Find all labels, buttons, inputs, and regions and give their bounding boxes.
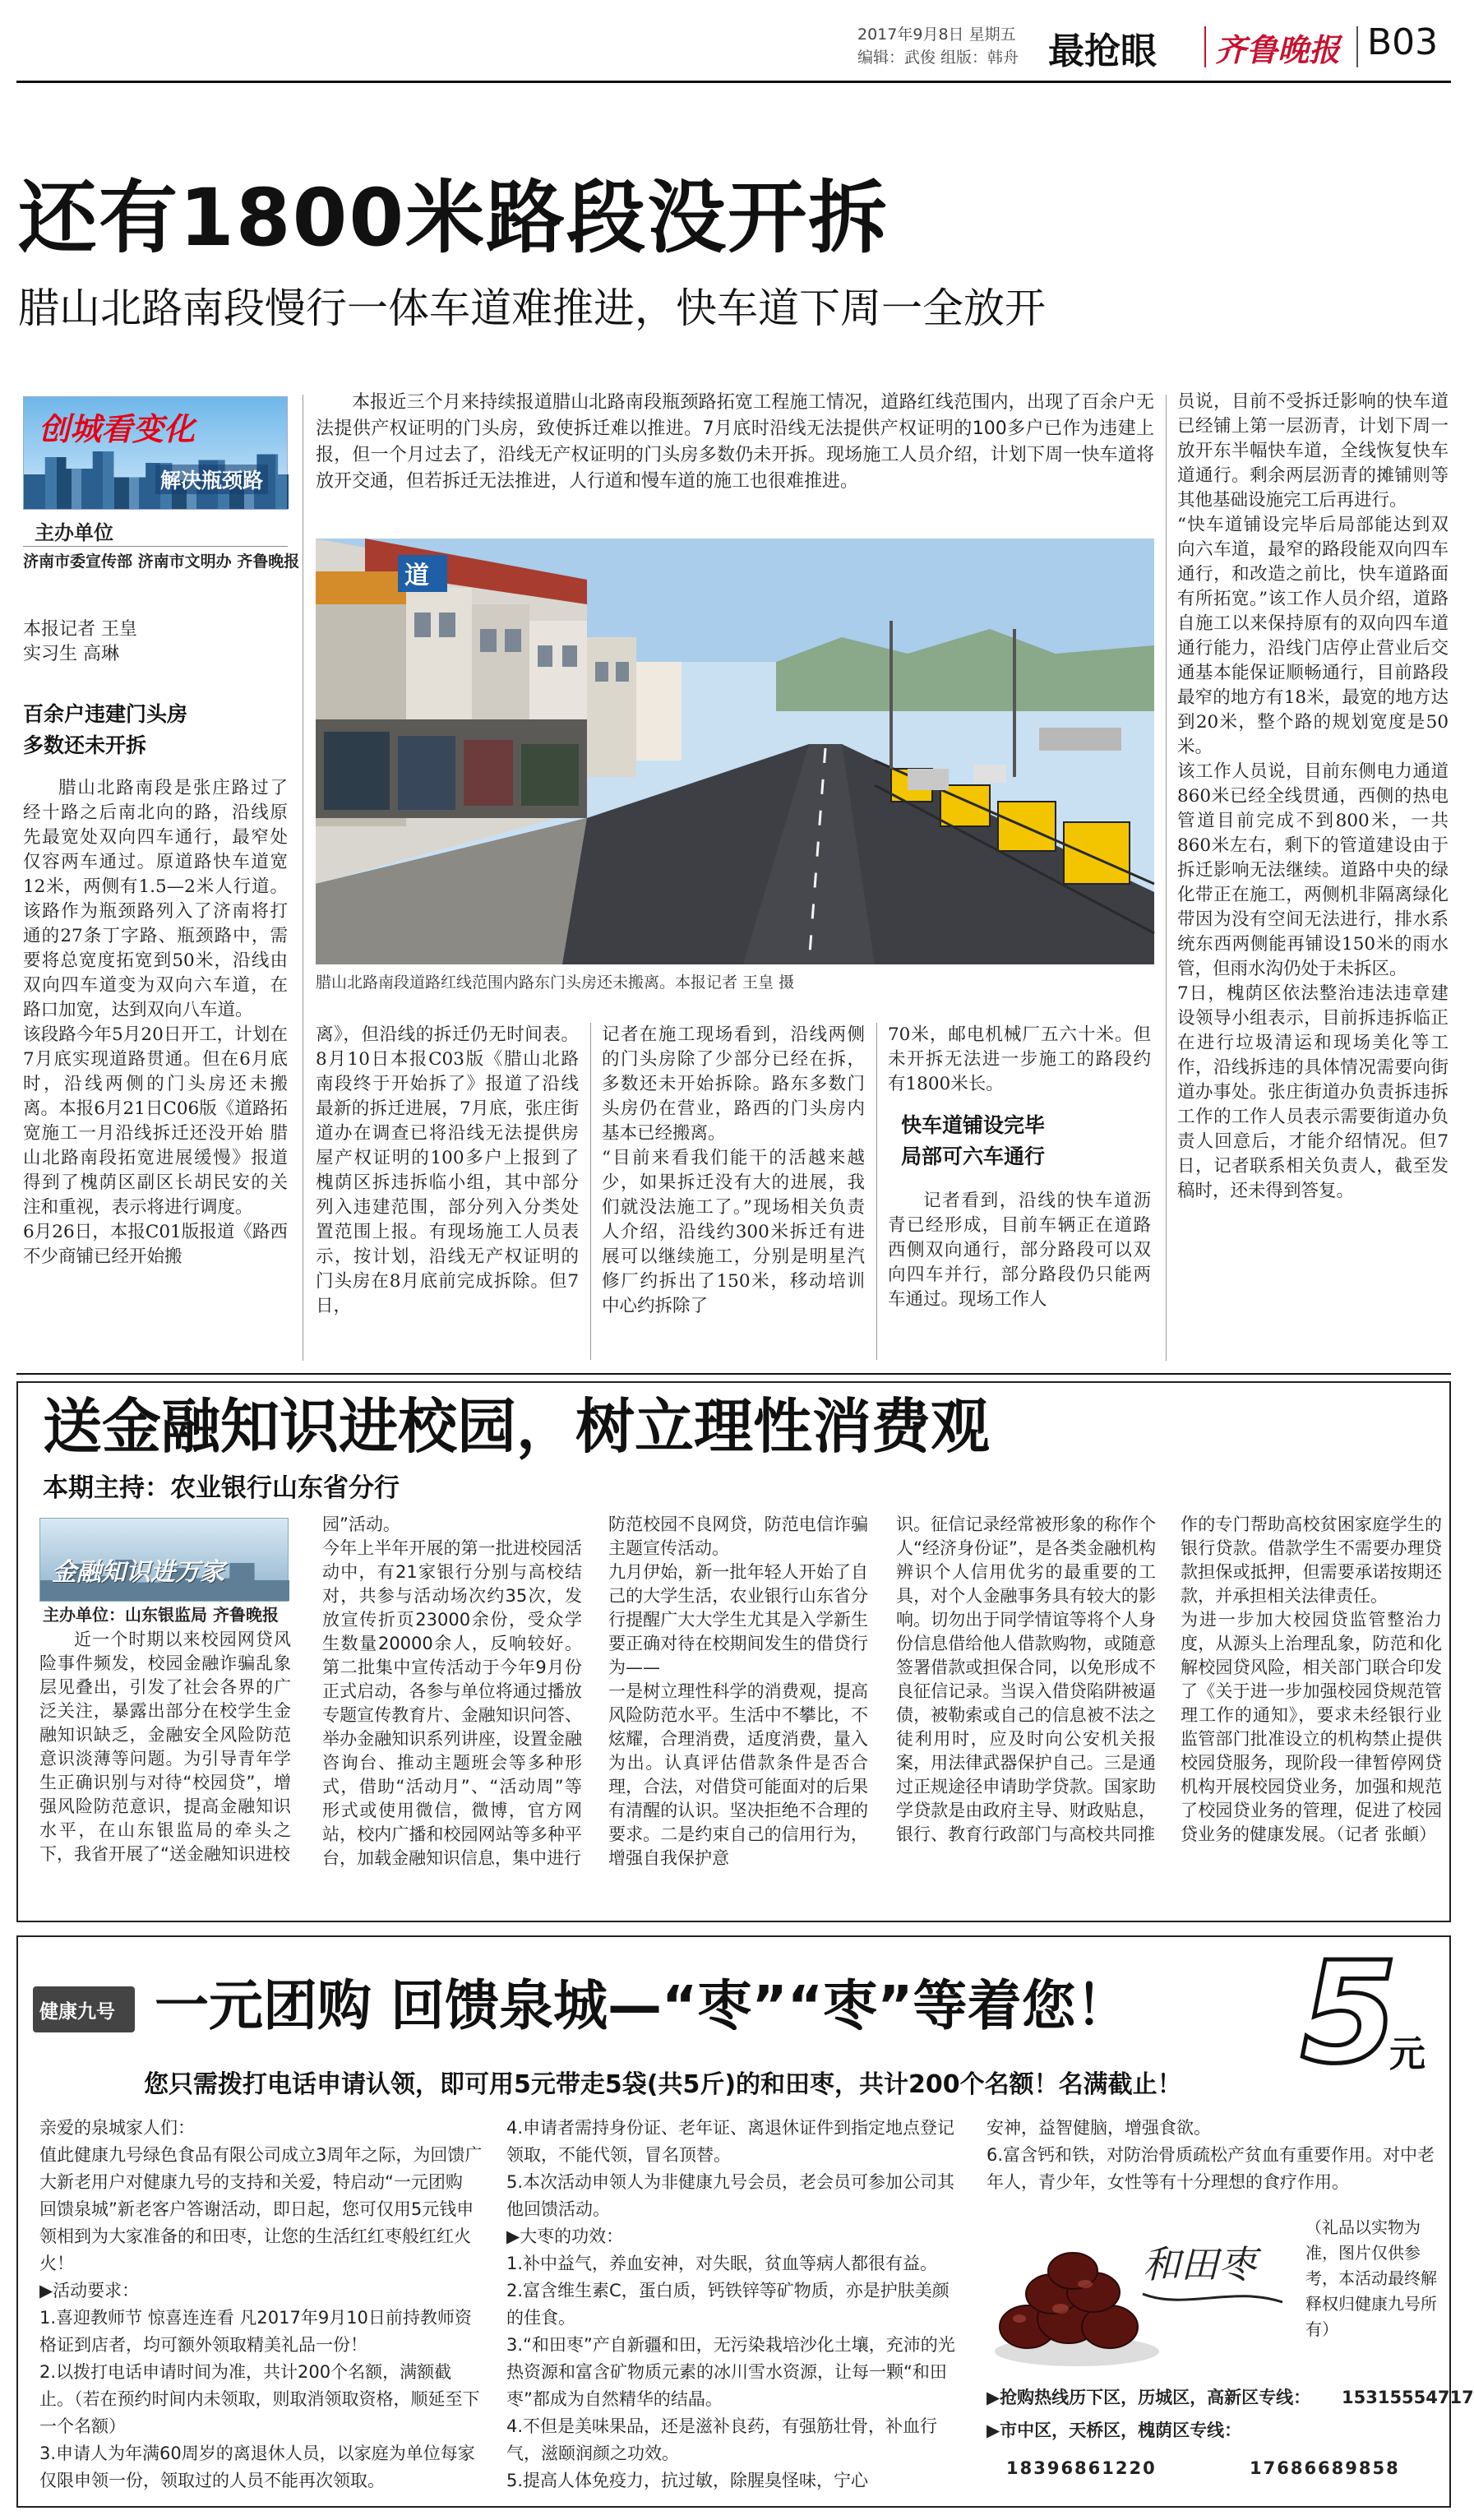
column-divider: [876, 1023, 877, 1360]
lead-paragraph: 本报近三个月来持续报道腊山北路南段瓶颈路拓宽工程施工情况，道路红线范围内，出现了百余户无法提供产权证明的门头房，致使拆迁难以推进。7月底时沿线无法提供产权证明的100多户已作为违建上报，但一个月过去了，沿线无产权证明的门头房多数仍未开拆。现场施工人员介绍，计划下周一快车道将放开交通，但若拆迁无法推进，人行道和慢车道的施工也很难推进。: [316, 392, 1154, 492]
price-unit: 元: [1389, 2033, 1425, 2075]
street-photo: [316, 539, 1154, 964]
column-logo-title: 创城看变化: [39, 411, 196, 447]
column-divider: [1166, 395, 1167, 1361]
masthead-divider-2: [1356, 26, 1358, 67]
ad-brand-badge: [33, 1986, 135, 2032]
side-subhead-2: 多数还未开拆: [23, 733, 147, 757]
price-badge: [1297, 1932, 1439, 2095]
street-scene: [316, 539, 1154, 964]
finance-col-1: 近一个时期以来校园网贷风险事件频发，校园金融诈骗乱象层见叠出，引发了社会各界的广泛关注，暴露出部分在校学生金融知识缺乏，金融安全风险防范意识淡薄等问题。为引导青年学生正确识别与对待“校园贷”，增强风险防范意识，提高金融知识水平，在山东银监局的牵头之下，我省开展了“送金融知识进校: [39, 1630, 291, 1864]
masthead-divider: [1204, 26, 1206, 67]
ad-headline: 一元团购 回馈泉城—“枣”“枣”等着您！: [155, 1974, 1130, 2037]
hotline-label-2: ▶市中区，天桥区，槐荫区专线：: [987, 2421, 1242, 2440]
finance-headline: 送金融知识进校园，树立理性消费观: [43, 1392, 991, 1461]
page-number: B03: [1367, 21, 1439, 63]
side-subhead-1: 百余户违建门头房: [23, 702, 188, 726]
product-note: （礼品以实物为准，图片仅供参考，本活动最终解释权归健康九号所有）: [1305, 2217, 1437, 2339]
ad-col-3: 安神，益智健脑，增强食欲。 6.富含钙和铁，对防治骨质疏松产贫血有重要作用。对中老年人，青少年，女性等有十分理想的食疗作用。: [987, 2118, 1435, 2192]
byline-reporter: 本报记者 王皇: [23, 619, 137, 640]
mid-column-1: 离》，但沿线的拆迁仍无时间表。8月10日本报C03版《腊山北路南段终于开始拆了》报道了沿线最新的拆迁进展，7月底，张庄街道办在调查已将沿线无法提供房屋产权证明的100多户上报到了槐荫区拆违拆临小组，其中部分列入违建范围，部分列入分类处置范围上报。有现场施工人员表示，按计划，沿线无产权证明的门头房在8月底前完成拆除。但7日，: [316, 1024, 579, 1316]
mid-subhead-2: 局部可六车通行: [901, 1144, 1046, 1168]
section-name: 最抢眼: [1048, 30, 1157, 72]
finance-logo: [39, 1518, 289, 1602]
sponsor-list: 济南市委宣传部 济南市文明办 齐鲁晚报: [23, 553, 300, 571]
photo-sign-text: 道: [404, 562, 429, 590]
finance-col-3: 防范校园不良网贷，防范电信诈骗主题宣传活动。 九月伊始，新一批年轻人开始了自己的大学生活，农业银行山东省分行提醒广大大学生尤其是入学新生要正确对待在校期间发生的借贷行为—— 一是树立理性科学的消费观，提高风险防范水平。生活中不攀比，不炫耀，合理消费，适度消费，量入为出。认真评估借款条件是否合理，合法，对借贷可能面对的后果有清醒的认识。坚决拒绝不合理的要求。二是约束自己的信用行为，增强自我保护意: [608, 1514, 868, 1868]
jujube-illustration: [987, 2212, 1299, 2376]
ad-col-2: 4.申请者需持身份证、老年证、离退休证件到指定地点登记领取，不能代领，冒名顶替。 5.本次活动申领人为非健康九号会员，老会员可参加公司其他回馈活动。 ▶大枣的功效： 1.补中益气，养血安神，对失眠，贫血等病人都很有益。 2.富含维生素C，蛋白质，钙铁锌等矿物质，亦是护肤美颜的佳食。 3.“和田枣”产自新疆和田，无污染栽培沙化土壤，充沛的光热资源和富含矿物质元素的冰川雪水资源，让每一颗“和田枣”都成为自然精华的结晶。 4.不但是美味果品，还是滋补良药，有强筋壮骨，补血行气，滋颐润颜之功效。 5.提高人体免疫力，抗过敏，除腥臭怪味，宁心: [506, 2118, 955, 2490]
editor-credits: 编辑：武俊 组版：韩舟: [857, 49, 1019, 67]
section-rule: [16, 1373, 1451, 1375]
paper-logo: 齐鲁晚报: [1215, 31, 1341, 68]
product-image: [987, 2212, 1299, 2376]
mid-column-2: 记者在施工现场看到，沿线两侧的门头房除了少部分已经在拆，多数还未开始拆除。路东多数门头房仍在营业，路西的门头房内基本已经搬离。 “目前来看我们能干的活越来越少，如果拆迁没有大的进展，我们就没法施工了。”现场相关负责人介绍，沿线约300米拆迁有进展可以继续施工，分别是明星汽修厂约拆出了150米，移动培训中心约拆除了: [602, 1024, 865, 1316]
photo-caption: 腊山北路南段道路红线范围内路东门头房还未搬离。本报记者 王皇 摄: [316, 973, 795, 992]
finance-host: 本期主持：农业银行山东省分行: [43, 1473, 400, 1503]
finance-sponsors: 主办单位：山东银监局 齐鲁晚报: [43, 1605, 279, 1625]
ad-subline: 您只需拨打电话申请认领，即可用5元带走5袋(共5斤)的和田枣，共计200个名额！名满截止！: [144, 2070, 1182, 2099]
column-logo-subtitle: 解决瓶颈路: [155, 465, 268, 494]
main-subhead: 腊山北路南段慢行一体车道难推进，快车道下周一全放开: [18, 284, 1046, 332]
byline-intern: 实习生 高琳: [23, 644, 119, 664]
finance-col-2: 园”活动。 今年上半年开展的第一批进校园活动中，有21家银行分别与高校结对，共参与活动场次约35次，发放宣传折页23000余份，受众学生数量20000余人，反响较好。第二批集中宣传活动于今年9月份正式启动，各参与单位将通过播放专题宣传教育片、金融知识问答、举办金融知识系列讲座，设置金融咨询台、推动主题班会等多种形式，借助“活动月”、“活动周”等形式或使用微信，微博，官方网站，校内广播和校园网站等多种平台，加载金融知识信息，集中进行: [322, 1514, 582, 1868]
product-label: 和田枣: [1143, 2242, 1256, 2286]
ad-col-1: 亲爱的泉城家人们： 值此健康九号绿色食品有限公司成立3周年之际，为回馈广大新老用户对健康九号的支持和关爱，特启动“一元团购 回馈泉城”新老客户答谢活动，即日起，您可仅用5元钱申领相到为大家准备的和田枣，让您的生活红红枣般红红火火！ ▶活动要求： 1.喜迎教师节 惊喜连连看 凡2017年9月10日前持教师资格证到店者，均可额外领取精美礼品一份！ 2.以拨打电话申请时间为准，共计200个名额，满额截止。（若在预约时间内未领取，则取消领取资格，顺延至下一个名额） 3.申请人为年满60周岁的离退休人员，以家庭为单位每家仅限申领一份，领取过的人员不能再次领取。: [39, 2118, 483, 2490]
left-column-text: 腊山北路南段是张庄路过了经十路之后南北向的路，沿线原先最宽处双向四车通行，最窄处仅容两车通过。原道路快车道宽12米，两侧有1.5—2米人行道。该路作为瓶颈路列入了济南将打通的27条丁字路、瓶颈路中，需要将总宽度拓宽到50米，沿线由双向四车道变为双向六车道，在路口加宽，达到双向八车道。 该段路今年5月20日开工，计划在7月底实现道路贯通。但在6月底时，沿线两侧的门头房还未搬离。本报6月21日C06版《道路拓宽施工一月沿线拆迁还没开始 腊山北路南段拓宽进展缓慢》报道得到了槐荫区副区长胡民安的关注和重视，表示将进行调度。 6月26日，本报C01版报道《路西不少商铺已经开始搬: [23, 778, 288, 1267]
main-headline: 还有1800米路段没开拆: [18, 172, 889, 264]
mid-column-3: 70米，邮电机械厂五六十米。但未开拆无法进一步施工的路段约有1800米长。: [888, 1024, 1151, 1094]
masthead-rule: [16, 81, 1451, 83]
finance-logo-text: 金融知识进万家: [52, 1558, 224, 1587]
finance-col-4: 识。征信记录经常被形象的称作个人“经济身份证”，是各类金融机构辨识个人信用优劣的最重要的工具，对个人金融事务具有较大的影响。切勿出于同学情谊等将个人身份信息借给他人借款购物，或随意签署借款或担保合同，以免形成不良征信记录。当误入借贷陷阱被逼债，被勒索或自己的信息被不法之徒利用时，应及时向公安机关报案，用法律武器保护自己。三是通过正规途径申请助学贷款。国家助学贷款是由政府主导、财政贴息，银行、教育行政部门与高校共同推: [896, 1514, 1156, 1844]
mid-subhead-1: 快车道铺设完毕: [901, 1113, 1046, 1137]
hotline-number-1: 15315554717: [1342, 2388, 1474, 2407]
issue-date: 2017年9月8日 星期五: [857, 25, 1016, 44]
column-logo: [23, 396, 288, 510]
price-number: 5: [1301, 1932, 1398, 2095]
column-divider: [590, 1023, 591, 1360]
right-column-text: 员说，目前不受拆迁影响的快车道已经铺上第一层沥青，计划下周一放开东半幅快车道，全线恢复快车道通行。剩余两层沥青的摊铺则等其他基础设施完工后再进行。 “快车道铺设完毕后局部能达到双向六车道，最窄的路段能双向四车通行，和改造之前比，快车道路面有所拓宽。”该工作人员介绍，道路自施工以来保持原有的双向四车道通行能力，沿线门店停止营业后交通基本能保证顺畅通行，目前路段最窄的地方有18米，最宽的地方达到20米，整个路的规划宽度是50米。 该工作人员说，目前东侧电力通道860米已经全线贯通，西侧的热电管道目前完成不到800米，一共860米左右，剩下的管道建设由于拆迁影响无法继续。道路中央的绿化带正在施工，两侧机非隔离绿化带因为没有空间无法进行，排水系统东西两侧能再铺设150米的雨水管，但雨水沟仍处于未拆区。 7日，槐荫区依法整治违法违章建设领导小组表示，目前拆违拆临正在进行垃圾清运和现场美化等工作，沿线拆违的具体情况需要向街道办事处。张庄街道办负责拆违拆工作的工作人员表示需要街道办负责人回意后，才能介绍情况。但7日，记者联系相关负责人，截至发稿时，还未得到答复。: [1177, 391, 1449, 1201]
sponsor-rule: [23, 546, 288, 547]
finance-col-5: 作的专门帮助高校贫困家庭学生的银行贷款。借款学生不需要办理贷款担保或抵押，但需要承诺按期还款，并承担相关法律责任。 为进一步加大校园贷监管整治力度，从源头上治理乱象，防范和化解校园贷风险，相关部门联合印发了《关于进一步加强校园贷规范管理工作的通知》，要求未经银行业监管部门批准设立的机构禁止提供校园贷服务，现阶段一律暂停网贷机构开展校园贷业务，加强和规范了校园贷业务的管理，促进了校园贷业务的健康发展。（记者 张頔）: [1181, 1514, 1442, 1844]
hotline-number-3: 17686689858: [1250, 2458, 1400, 2478]
hotline-number-2: 18396861220: [1006, 2458, 1157, 2478]
hotline-label-1: ▶抢购热线历下区，历城区，高新区专线：: [987, 2388, 1311, 2407]
sponsor-label: 主办单位: [35, 521, 113, 544]
ad-brand-text: 健康九号: [39, 2001, 115, 2023]
mid-column-3b: 记者看到，沿线的快车道沥青已经形成，目前车辆正在道路西侧双向通行，部分路段可以双向四车并行，部分路段仍只能两车通过。现场工作人: [888, 1191, 1151, 1310]
